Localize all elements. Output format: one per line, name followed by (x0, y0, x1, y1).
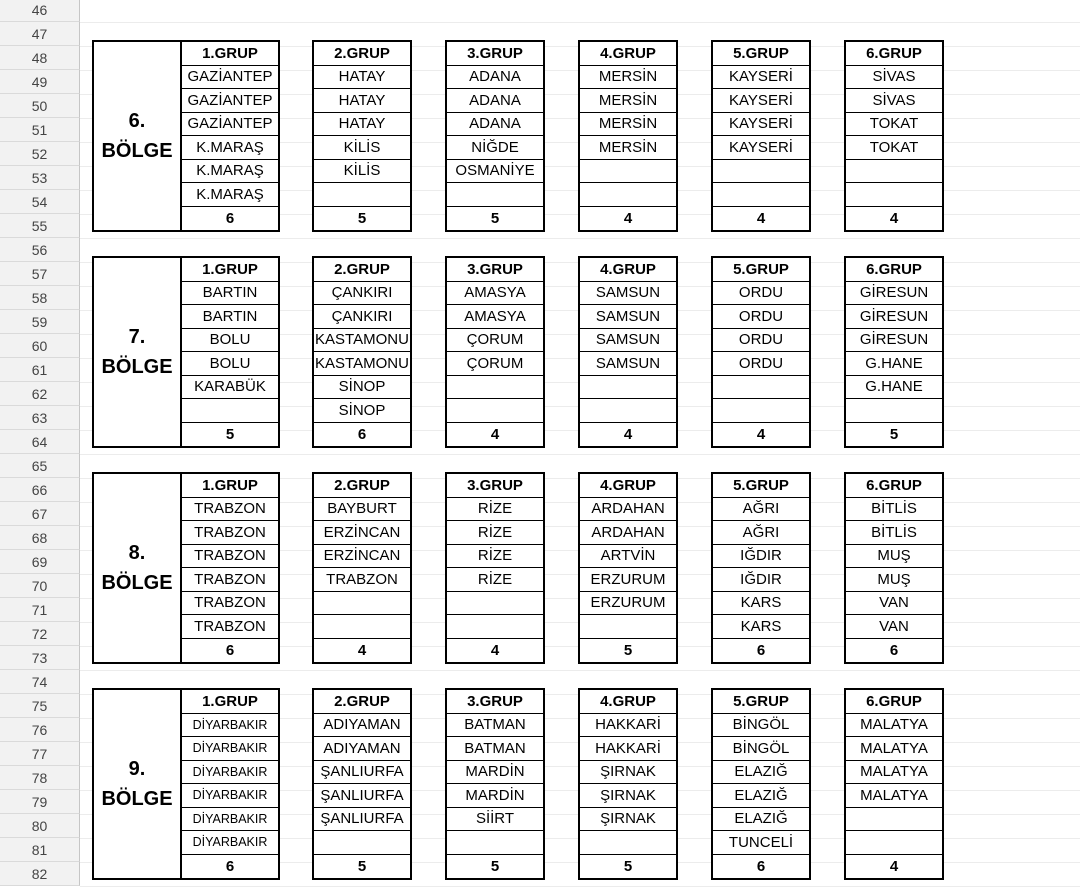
row-header[interactable]: 48 (0, 46, 80, 70)
city-cell[interactable]: ADIYAMAN (314, 714, 410, 738)
region-label[interactable] (92, 688, 180, 880)
city-cell[interactable]: G.HANE (846, 352, 942, 376)
group-header[interactable]: 6.GRUP (846, 474, 942, 498)
group-total[interactable]: 6 (357, 425, 367, 443)
group-total[interactable]: 5 (490, 209, 500, 227)
city-cell[interactable]: KAYSERİ (713, 113, 809, 137)
city-cell[interactable]: ELAZIĞ (713, 808, 809, 832)
region-word: BÖLGE (101, 572, 173, 594)
city-cell[interactable] (447, 592, 543, 616)
row-header[interactable]: 55 (0, 214, 80, 238)
city-cell[interactable]: SİNOP (314, 399, 410, 423)
group-header[interactable]: 2.GRUP (314, 258, 410, 282)
city-cell[interactable] (846, 183, 942, 207)
city-cell[interactable]: OSMANİYE (447, 160, 543, 184)
city-cell[interactable]: ADANA (447, 66, 543, 90)
city-cell[interactable]: MUŞ (846, 545, 942, 569)
city-cell[interactable]: TRABZON (182, 521, 278, 545)
city-cell[interactable]: SİNOP (314, 376, 410, 400)
group-header[interactable]: 5.GRUP (713, 474, 809, 498)
city-cell[interactable]: ÇANKIRI (314, 282, 410, 306)
row-header[interactable]: 62 (0, 382, 80, 406)
group-total[interactable]: 6 (225, 857, 235, 875)
city-cell[interactable]: ORDU (713, 282, 809, 306)
grid-line (80, 238, 1080, 239)
city-cell[interactable]: ERZURUM (580, 568, 676, 592)
row-header[interactable]: 75 (0, 694, 80, 718)
region-number: 8. (128, 542, 146, 564)
group-table[interactable] (578, 472, 678, 664)
city-cell[interactable] (713, 183, 809, 207)
city-cell[interactable]: TOKAT (846, 136, 942, 160)
city-cell[interactable]: MERSİN (580, 136, 676, 160)
city-cell[interactable]: IĞDIR (713, 545, 809, 569)
group-total[interactable]: 6 (225, 641, 235, 659)
city-cell[interactable]: ÇANKIRI (314, 305, 410, 329)
city-cell[interactable] (580, 615, 676, 639)
group-table[interactable] (844, 472, 944, 664)
row-header[interactable]: 82 (0, 862, 80, 886)
city-cell[interactable]: BOLU (182, 329, 278, 353)
grid-line (80, 670, 1080, 671)
grid-line (80, 454, 1080, 455)
group-header[interactable]: 3.GRUP (447, 474, 543, 498)
city-cell[interactable]: TRABZON (182, 568, 278, 592)
city-cell[interactable]: TRABZON (182, 592, 278, 616)
city-cell[interactable]: GİRESUN (846, 282, 942, 306)
group-total[interactable]: 5 (357, 209, 367, 227)
city-cell[interactable]: RİZE (447, 545, 543, 569)
city-cell[interactable]: ERZURUM (580, 592, 676, 616)
city-cell[interactable]: MARDİN (447, 784, 543, 808)
group-header[interactable]: 5.GRUP (713, 690, 809, 714)
row-header[interactable]: 46 (0, 0, 80, 22)
city-cell[interactable]: BATMAN (447, 737, 543, 761)
city-cell[interactable]: IĞDIR (713, 568, 809, 592)
city-cell[interactable]: DİYARBAKIR (182, 714, 278, 738)
city-cell[interactable]: BARTIN (182, 282, 278, 306)
city-cell[interactable]: HATAY (314, 89, 410, 113)
row-header[interactable]: 69 (0, 550, 80, 574)
group-table[interactable] (445, 256, 545, 448)
row-header[interactable]: 73 (0, 646, 80, 670)
city-cell[interactable]: MERSİN (580, 113, 676, 137)
city-cell[interactable]: HAKKARİ (580, 714, 676, 738)
city-cell[interactable]: KAYSERİ (713, 89, 809, 113)
row-header[interactable]: 50 (0, 94, 80, 118)
group-total[interactable]: 5 (623, 857, 633, 875)
city-cell[interactable]: MALATYA (846, 761, 942, 785)
city-cell[interactable]: GAZİANTEP (182, 113, 278, 137)
group-header[interactable]: 2.GRUP (314, 690, 410, 714)
city-cell[interactable]: DİYARBAKIR (182, 808, 278, 832)
group-total[interactable]: 4 (490, 425, 500, 443)
region-word: BÖLGE (101, 140, 173, 162)
row-header[interactable]: 77 (0, 742, 80, 766)
city-cell[interactable] (713, 399, 809, 423)
row-header[interactable]: 79 (0, 790, 80, 814)
city-cell[interactable]: KASTAMONU (314, 329, 410, 353)
row-header[interactable]: 78 (0, 766, 80, 790)
city-cell[interactable] (580, 399, 676, 423)
city-cell[interactable]: KİLİS (314, 160, 410, 184)
city-cell[interactable]: NİĞDE (447, 136, 543, 160)
city-cell[interactable]: RİZE (447, 498, 543, 522)
row-header[interactable]: 81 (0, 838, 80, 862)
region-word: BÖLGE (101, 788, 173, 810)
group-table[interactable] (445, 472, 545, 664)
row-header[interactable]: 57 (0, 262, 80, 286)
city-cell[interactable]: BATMAN (447, 714, 543, 738)
city-cell[interactable] (447, 376, 543, 400)
row-header[interactable]: 72 (0, 622, 80, 646)
group-table[interactable] (180, 472, 280, 664)
group-table[interactable] (312, 688, 412, 880)
city-cell[interactable]: K.MARAŞ (182, 160, 278, 184)
city-cell[interactable]: KAYSERİ (713, 136, 809, 160)
city-cell[interactable]: DİYARBAKIR (182, 737, 278, 761)
city-cell[interactable]: BARTIN (182, 305, 278, 329)
group-total[interactable]: 6 (225, 209, 235, 227)
group-header[interactable]: 4.GRUP (580, 258, 676, 282)
row-header[interactable]: 64 (0, 430, 80, 454)
city-cell[interactable]: K.MARAŞ (182, 183, 278, 207)
city-cell[interactable]: MALATYA (846, 737, 942, 761)
region-label[interactable] (92, 472, 180, 664)
city-cell[interactable]: RİZE (447, 521, 543, 545)
group-header[interactable]: 1.GRUP (182, 690, 278, 714)
row-header[interactable]: 71 (0, 598, 80, 622)
city-cell[interactable]: ARDAHAN (580, 498, 676, 522)
city-cell[interactable]: HAKKARİ (580, 737, 676, 761)
city-cell[interactable]: ERZİNCAN (314, 521, 410, 545)
row-header[interactable]: 51 (0, 118, 80, 142)
city-cell[interactable]: MARDİN (447, 761, 543, 785)
city-cell[interactable]: ORDU (713, 352, 809, 376)
row-header[interactable]: 70 (0, 574, 80, 598)
group-header[interactable]: 4.GRUP (580, 690, 676, 714)
group-total[interactable]: 4 (756, 425, 766, 443)
city-cell[interactable]: SİVAS (846, 89, 942, 113)
city-cell[interactable]: ŞIRNAK (580, 784, 676, 808)
group-header[interactable]: 6.GRUP (846, 258, 942, 282)
row-header[interactable]: 58 (0, 286, 80, 310)
group-header[interactable]: 2.GRUP (314, 474, 410, 498)
city-cell[interactable]: VAN (846, 615, 942, 639)
group-header[interactable]: 1.GRUP (182, 474, 278, 498)
city-cell[interactable]: DİYARBAKIR (182, 831, 278, 855)
group-total[interactable]: 5 (623, 641, 633, 659)
city-cell[interactable]: TRABZON (182, 545, 278, 569)
city-cell[interactable]: TRABZON (314, 568, 410, 592)
city-cell[interactable]: SAMSUN (580, 282, 676, 306)
city-cell[interactable] (580, 160, 676, 184)
group-total[interactable]: 5 (357, 857, 367, 875)
group-total[interactable]: 4 (756, 209, 766, 227)
city-cell[interactable]: SAMSUN (580, 305, 676, 329)
city-cell[interactable] (846, 831, 942, 855)
city-cell[interactable]: MALATYA (846, 714, 942, 738)
city-cell[interactable] (447, 831, 543, 855)
city-cell[interactable] (580, 831, 676, 855)
city-cell[interactable]: HATAY (314, 113, 410, 137)
city-cell[interactable]: BİTLİS (846, 521, 942, 545)
city-cell[interactable]: TOKAT (846, 113, 942, 137)
row-header[interactable]: 59 (0, 310, 80, 334)
city-cell[interactable]: TRABZON (182, 498, 278, 522)
group-total[interactable]: 4 (623, 209, 633, 227)
grid-line (80, 22, 1080, 23)
city-cell[interactable] (447, 183, 543, 207)
city-cell[interactable]: MERSİN (580, 66, 676, 90)
region-label[interactable] (92, 40, 180, 232)
group-table[interactable] (180, 256, 280, 448)
group-total[interactable]: 4 (889, 857, 899, 875)
city-cell[interactable]: ADIYAMAN (314, 737, 410, 761)
group-total[interactable]: 4 (889, 209, 899, 227)
group-total[interactable]: 6 (756, 857, 766, 875)
city-cell[interactable]: RİZE (447, 568, 543, 592)
city-cell[interactable]: ŞANLIURFA (314, 761, 410, 785)
group-table[interactable] (711, 256, 811, 448)
city-cell[interactable] (182, 399, 278, 423)
city-cell[interactable]: KAYSERİ (713, 66, 809, 90)
group-total[interactable]: 4 (357, 641, 367, 659)
group-table[interactable] (180, 688, 280, 880)
region-label[interactable] (92, 256, 180, 448)
city-cell[interactable]: BİNGÖL (713, 714, 809, 738)
group-total[interactable]: 4 (623, 425, 633, 443)
group-header[interactable]: 4.GRUP (580, 42, 676, 66)
group-table[interactable] (578, 256, 678, 448)
group-table[interactable] (578, 688, 678, 880)
city-cell[interactable]: ŞANLIURFA (314, 808, 410, 832)
row-header[interactable]: 67 (0, 502, 80, 526)
city-cell[interactable]: BİTLİS (846, 498, 942, 522)
city-cell[interactable]: G.HANE (846, 376, 942, 400)
city-cell[interactable] (713, 376, 809, 400)
city-cell[interactable]: MALATYA (846, 784, 942, 808)
city-cell[interactable]: SİİRT (447, 808, 543, 832)
city-cell[interactable]: KASTAMONU (314, 352, 410, 376)
row-header[interactable]: 49 (0, 70, 80, 94)
city-cell[interactable]: GİRESUN (846, 329, 942, 353)
city-cell[interactable]: ŞIRNAK (580, 808, 676, 832)
row-header[interactable]: 61 (0, 358, 80, 382)
city-cell[interactable]: AĞRI (713, 521, 809, 545)
city-cell[interactable] (314, 592, 410, 616)
row-header[interactable]: 56 (0, 238, 80, 262)
city-cell[interactable]: KARABÜK (182, 376, 278, 400)
city-cell[interactable]: ARDAHAN (580, 521, 676, 545)
group-total[interactable]: 5 (889, 425, 899, 443)
region-number: 9. (128, 758, 146, 780)
city-cell[interactable]: GAZİANTEP (182, 89, 278, 113)
city-cell[interactable]: ERZİNCAN (314, 545, 410, 569)
city-cell[interactable] (580, 183, 676, 207)
group-header[interactable]: 5.GRUP (713, 258, 809, 282)
city-cell[interactable]: BAYBURT (314, 498, 410, 522)
city-cell[interactable]: KARS (713, 592, 809, 616)
city-cell[interactable] (447, 399, 543, 423)
group-total[interactable]: 6 (889, 641, 899, 659)
city-cell[interactable]: AMASYA (447, 305, 543, 329)
group-header[interactable]: 3.GRUP (447, 690, 543, 714)
row-header[interactable]: 47 (0, 22, 80, 46)
city-cell[interactable]: ORDU (713, 305, 809, 329)
city-cell[interactable]: MUŞ (846, 568, 942, 592)
city-cell[interactable]: ELAZIĞ (713, 784, 809, 808)
region-number: 7. (128, 326, 146, 348)
city-cell[interactable] (314, 831, 410, 855)
city-cell[interactable]: VAN (846, 592, 942, 616)
city-cell[interactable]: ADANA (447, 89, 543, 113)
city-cell[interactable]: TRABZON (182, 615, 278, 639)
group-table[interactable] (844, 688, 944, 880)
row-header[interactable]: 63 (0, 406, 80, 430)
city-cell[interactable]: AĞRI (713, 498, 809, 522)
row-header[interactable]: 52 (0, 142, 80, 166)
city-cell[interactable]: SİVAS (846, 66, 942, 90)
city-cell[interactable]: MERSİN (580, 89, 676, 113)
city-cell[interactable] (447, 615, 543, 639)
city-cell[interactable]: TUNCELİ (713, 831, 809, 855)
city-cell[interactable]: GAZİANTEP (182, 66, 278, 90)
city-cell[interactable]: KARS (713, 615, 809, 639)
city-cell[interactable]: ELAZIĞ (713, 761, 809, 785)
group-table[interactable] (312, 472, 412, 664)
group-table[interactable] (445, 688, 545, 880)
city-cell[interactable]: ORDU (713, 329, 809, 353)
group-table[interactable] (312, 256, 412, 448)
city-cell[interactable] (713, 160, 809, 184)
city-cell[interactable]: ÇORUM (447, 352, 543, 376)
city-cell[interactable]: KİLİS (314, 136, 410, 160)
city-cell[interactable] (314, 183, 410, 207)
city-cell[interactable]: AMASYA (447, 282, 543, 306)
city-cell[interactable]: DİYARBAKIR (182, 784, 278, 808)
group-total[interactable]: 4 (490, 641, 500, 659)
group-header[interactable]: 4.GRUP (580, 474, 676, 498)
row-header[interactable]: 68 (0, 526, 80, 550)
group-header[interactable]: 5.GRUP (713, 42, 809, 66)
row-header[interactable]: 60 (0, 334, 80, 358)
group-table[interactable] (445, 40, 545, 232)
group-header[interactable]: 2.GRUP (314, 42, 410, 66)
city-cell[interactable]: GİRESUN (846, 305, 942, 329)
city-cell[interactable]: DİYARBAKIR (182, 761, 278, 785)
group-header[interactable]: 6.GRUP (846, 42, 942, 66)
group-table[interactable] (180, 40, 280, 232)
city-cell[interactable]: ÇORUM (447, 329, 543, 353)
group-table[interactable] (844, 256, 944, 448)
group-table[interactable] (578, 40, 678, 232)
group-table[interactable] (711, 688, 811, 880)
city-cell[interactable] (846, 808, 942, 832)
city-cell[interactable] (846, 399, 942, 423)
group-table[interactable] (312, 40, 412, 232)
city-cell[interactable]: ADANA (447, 113, 543, 137)
group-header[interactable]: 6.GRUP (846, 690, 942, 714)
group-table[interactable] (711, 40, 811, 232)
group-table[interactable] (711, 472, 811, 664)
group-table[interactable] (844, 40, 944, 232)
row-header[interactable]: 54 (0, 190, 80, 214)
city-cell[interactable]: BOLU (182, 352, 278, 376)
row-header[interactable]: 66 (0, 478, 80, 502)
row-header[interactable]: 65 (0, 454, 80, 478)
group-total[interactable]: 5 (225, 425, 235, 443)
city-cell[interactable]: ŞANLIURFA (314, 784, 410, 808)
region-number: 6. (128, 110, 146, 132)
group-header[interactable]: 3.GRUP (447, 258, 543, 282)
city-cell[interactable] (846, 160, 942, 184)
city-cell[interactable]: BİNGÖL (713, 737, 809, 761)
row-header[interactable]: 53 (0, 166, 80, 190)
city-cell[interactable]: SAMSUN (580, 329, 676, 353)
row-header[interactable]: 80 (0, 814, 80, 838)
group-header[interactable]: 1.GRUP (182, 42, 278, 66)
group-total[interactable]: 5 (490, 857, 500, 875)
row-header[interactable]: 76 (0, 718, 80, 742)
region-word: BÖLGE (101, 356, 173, 378)
city-cell[interactable]: ARTVİN (580, 545, 676, 569)
city-cell[interactable]: SAMSUN (580, 352, 676, 376)
city-cell[interactable]: K.MARAŞ (182, 136, 278, 160)
group-header[interactable]: 3.GRUP (447, 42, 543, 66)
city-cell[interactable]: ŞIRNAK (580, 761, 676, 785)
city-cell[interactable] (314, 615, 410, 639)
city-cell[interactable]: HATAY (314, 66, 410, 90)
group-header[interactable]: 1.GRUP (182, 258, 278, 282)
row-header[interactable]: 74 (0, 670, 80, 694)
group-total[interactable]: 6 (756, 641, 766, 659)
city-cell[interactable] (580, 376, 676, 400)
